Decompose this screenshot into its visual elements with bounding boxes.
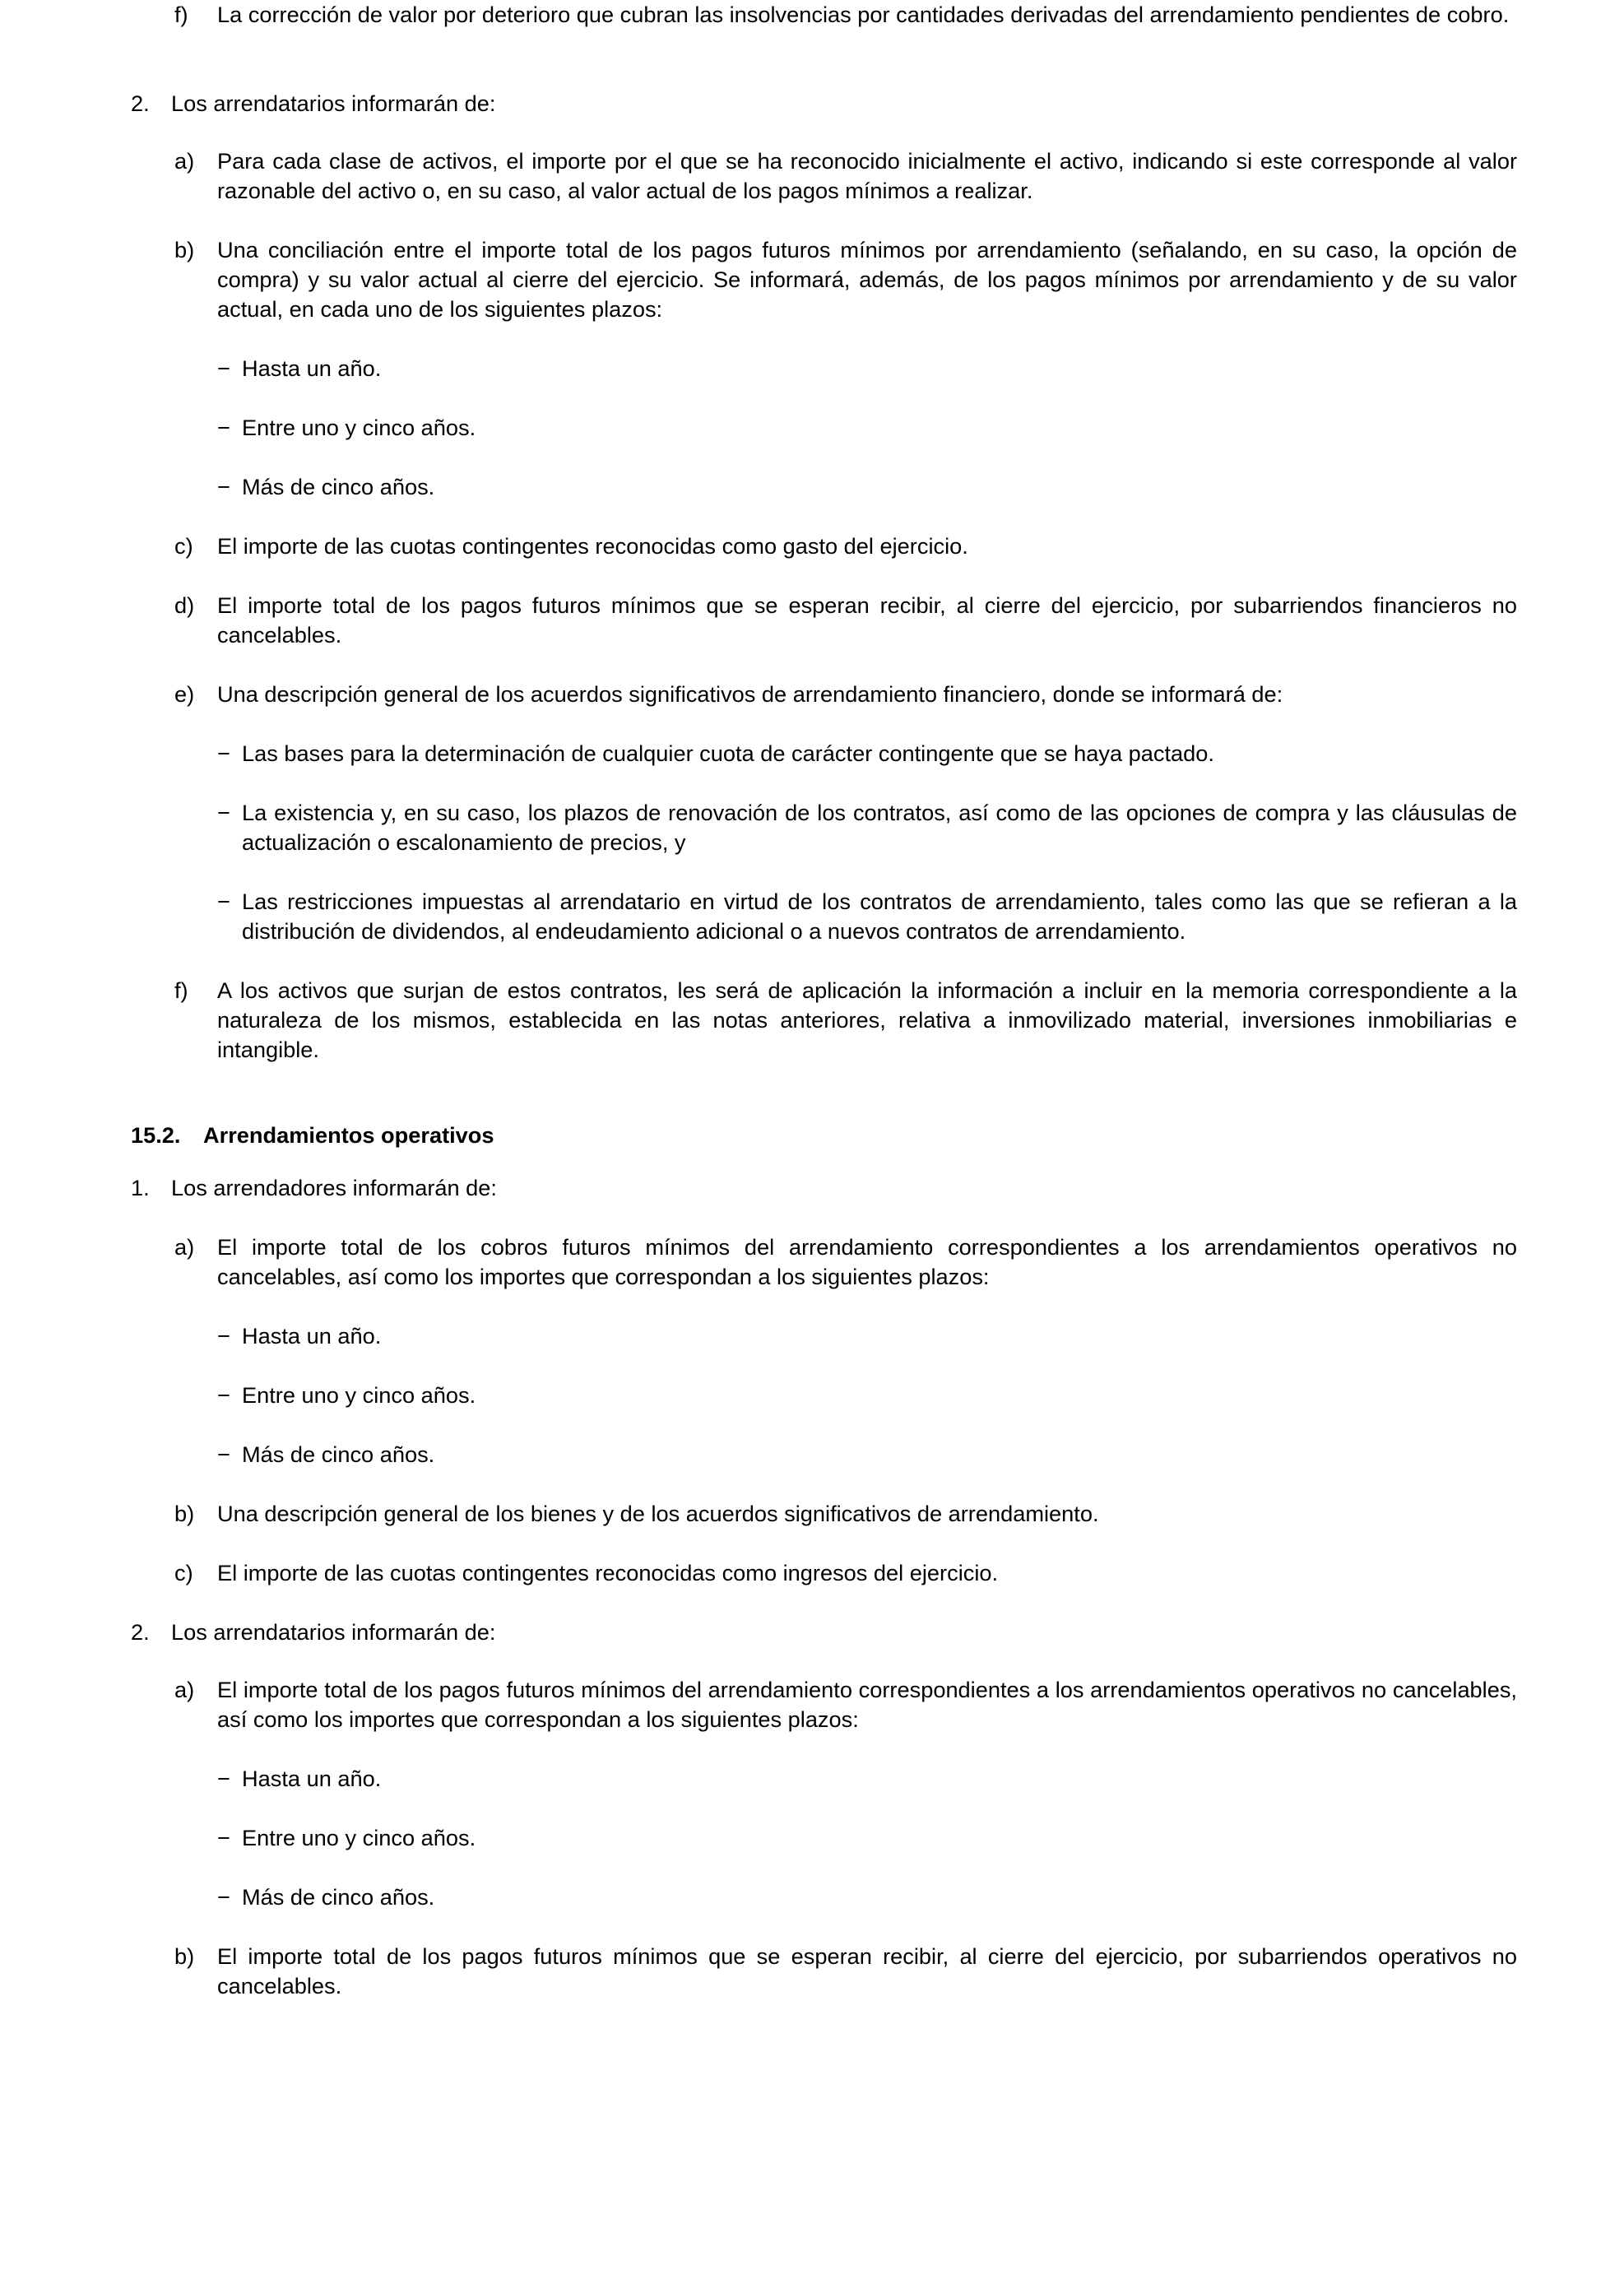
numbered-marker: 2. xyxy=(131,1619,150,1645)
item-text: Una descripción general de los acuerdos significativos de arrendamiento financiero, donde se informará de: xyxy=(217,681,1283,707)
dash-marker: − xyxy=(217,800,230,825)
dash-item-text: Entre uno y cinco años. xyxy=(242,415,476,440)
dash-item-text: Hasta un año. xyxy=(242,1323,382,1349)
item-text: Una conciliación entre el importe total de los pagos futuros mínimos por arrendamiento (señalando, en su caso, la opción de compra) y su valor actual al cierre del ejercicio. Se informará, además, de los pagos mínimos por arrendamiento y de su valor actual, en cada uno de los siguientes plazos: xyxy=(217,237,1517,322)
item-marker: c) xyxy=(174,533,193,559)
dash-item-text: Hasta un año. xyxy=(242,355,382,381)
item-text: El importe total de los cobros futuros mínimos del arrendamiento correspondientes a los arrendamientos operativos no cancelables, así como los importes que correspondan a los siguientes plazos: xyxy=(217,1234,1517,1289)
item-marker: c) xyxy=(174,1560,193,1585)
dash-item-text: Las restricciones impuestas al arrendatario en virtud de los contratos de arrendamiento, tales como las que se refieran a la distribución de dividendos, al endeudamiento adicional o a nuevos contratos de arrendamiento. xyxy=(242,889,1517,944)
numbered-marker: 2. xyxy=(131,91,150,116)
item-marker: a) xyxy=(174,148,195,174)
dash-item-text: Las bases para la determinación de cualquier cuota de carácter contingente que se haya pactado. xyxy=(242,740,1214,766)
item-text: El importe total de los pagos futuros mínimos del arrendamiento correspondientes a los arrendamientos operativos no cancelables, así como los importes que correspondan a los siguientes plazos: xyxy=(217,1677,1517,1732)
item-marker: b) xyxy=(174,237,195,262)
numbered-marker: 1. xyxy=(131,1175,150,1200)
item-text: La corrección de valor por deterioro que cubran las insolvencias por cantidades derivadas del arrendamiento pendientes de cobro. xyxy=(217,2,1510,27)
dash-item-text: Más de cinco años. xyxy=(242,474,435,499)
item-text: El importe de las cuotas contingentes reconocidas como gasto del ejercicio. xyxy=(217,533,968,559)
dash-item-text: Hasta un año. xyxy=(242,1766,382,1791)
dash-item-text: Entre uno y cinco años. xyxy=(242,1382,476,1408)
item-marker: d) xyxy=(174,592,195,618)
item-text: A los activos que surjan de estos contratos, les será de aplicación la información a incluir en la memoria correspondiente a la naturaleza de los mismos, establecida en las notas anteriores, relativa a inmovilizado material, inversiones inmobiliarias e intangible. xyxy=(217,977,1517,1062)
dash-marker: − xyxy=(217,415,230,440)
item-marker: e) xyxy=(174,681,195,707)
dash-marker: − xyxy=(217,1825,230,1850)
item-text: Una descripción general de los bienes y de los acuerdos significativos de arrendamiento. xyxy=(217,1501,1099,1526)
dash-marker: − xyxy=(217,355,230,381)
dash-item-text: Más de cinco años. xyxy=(242,1884,435,1910)
item-marker: f) xyxy=(174,2,188,27)
dash-marker: − xyxy=(217,1884,230,1910)
item-text: El importe total de los pagos futuros mínimos que se esperan recibir, al cierre del ejercicio, por subarriendos financieros no cancelables. xyxy=(217,592,1517,648)
dash-marker: − xyxy=(217,1382,230,1408)
item-marker: f) xyxy=(174,977,188,1003)
numbered-intro: Los arrendatarios informarán de: xyxy=(171,91,496,116)
numbered-intro: Los arrendatarios informarán de: xyxy=(171,1619,496,1645)
dash-marker: − xyxy=(217,474,230,499)
item-marker: b) xyxy=(174,1501,195,1526)
item-marker: a) xyxy=(174,1677,195,1702)
dash-marker: − xyxy=(217,740,230,766)
item-marker: a) xyxy=(174,1234,195,1260)
dash-item-text: Más de cinco años. xyxy=(242,1441,435,1467)
dash-marker: − xyxy=(217,1766,230,1791)
item-text: Para cada clase de activos, el importe por el que se ha reconocido inicialmente el activo, indicando si este corresponde al valor razonable del activo o, en su caso, al valor actual de los pagos mínimos a realizar. xyxy=(217,148,1517,203)
dash-item-text: La existencia y, en su caso, los plazos de renovación de los contratos, así como de las opciones de compra y las cláusulas de actualización o escalonamiento de precios, y xyxy=(242,800,1517,855)
section-number: 15.2. xyxy=(131,1122,181,1148)
item-text: El importe total de los pagos futuros mínimos que se esperan recibir, al cierre del ejercicio, por subarriendos operativos no cancelables. xyxy=(217,1943,1517,1998)
section-heading xyxy=(131,1121,494,1150)
section-title: Arrendamientos operativos xyxy=(203,1122,494,1148)
item-text: El importe de las cuotas contingentes reconocidas como ingresos del ejercicio. xyxy=(217,1560,999,1585)
dash-item-text: Entre uno y cinco años. xyxy=(242,1825,476,1850)
dash-marker: − xyxy=(217,1441,230,1467)
item-marker: b) xyxy=(174,1943,195,1969)
dash-marker: − xyxy=(217,889,230,914)
dash-marker: − xyxy=(217,1323,230,1349)
numbered-intro: Los arrendadores informarán de: xyxy=(171,1175,497,1200)
